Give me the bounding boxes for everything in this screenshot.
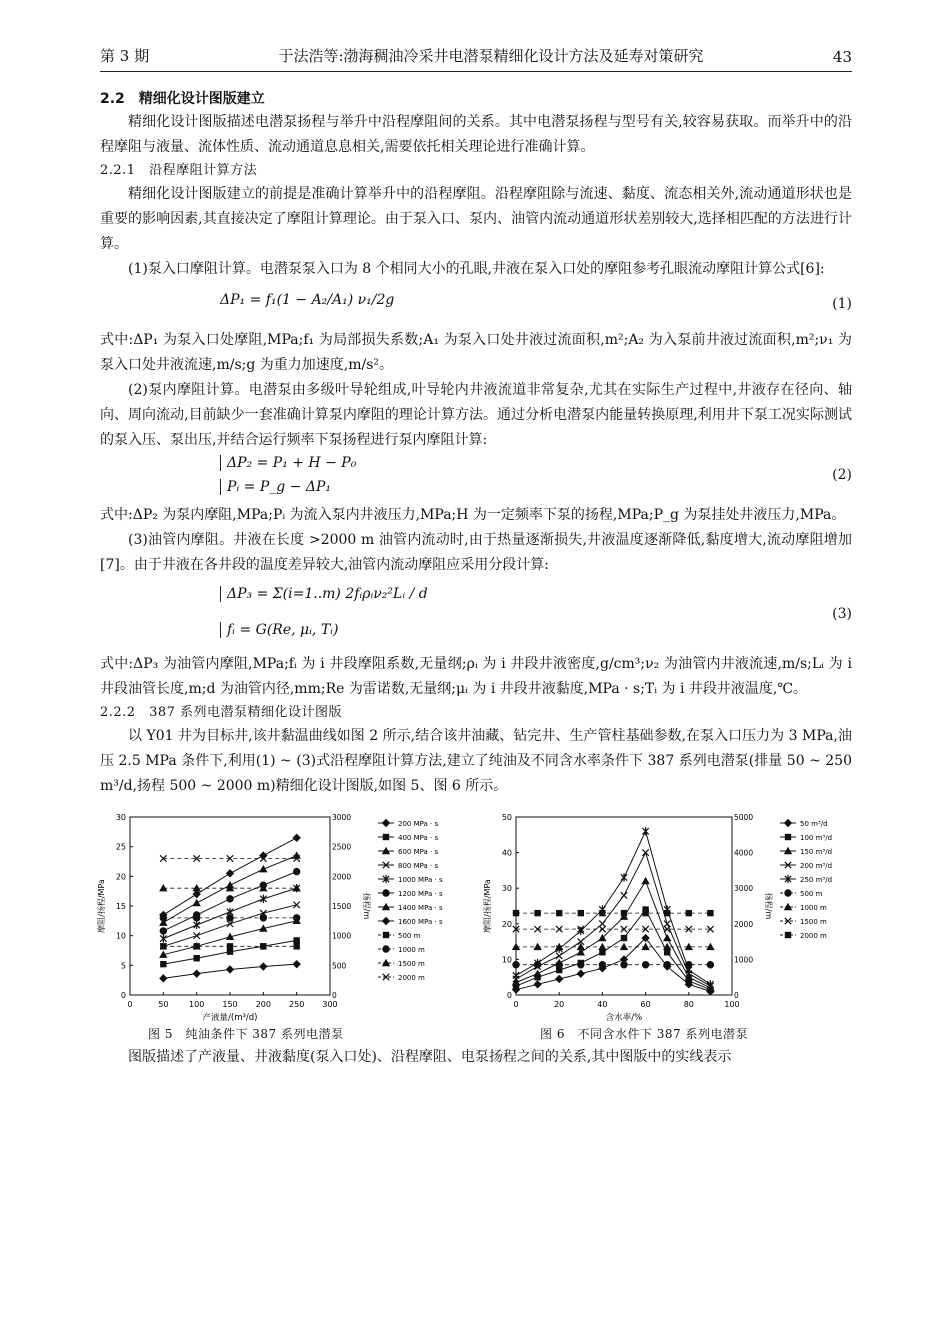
data-point <box>555 975 563 983</box>
series-line <box>516 831 710 984</box>
legend-label: 150 m³/d <box>800 848 833 856</box>
data-point <box>227 943 233 949</box>
data-point <box>292 960 300 968</box>
data-point <box>260 895 266 903</box>
data-point <box>685 943 693 950</box>
paragraph: (2)泵内摩阻计算。电潜泵由多级叶导轮组成,叶导轮内井液流道非常复杂,尤其在实际生产过程中,井液存在径向、轴向、周向流动,目前缺少一套准确计算泵内摩阻的理论计算方法。通过分析电潜泵内能量转换原理,利用井下泵工况实际测试的泵入压、泵出压,并结合运行频率下泵扬程进行泵内摩阻计算: <box>100 382 852 448</box>
data-point <box>192 899 200 906</box>
data-point <box>160 914 167 921</box>
data-point <box>578 910 584 916</box>
data-point <box>664 910 670 916</box>
data-point <box>620 943 628 950</box>
data-point <box>556 961 563 968</box>
equation-text: ΔP₃ = Σ(i=1..m) 2fᵢρᵢν₂²Lᵢ / d <box>220 586 428 602</box>
x-tick-label: 50 <box>158 1000 169 1009</box>
section-heading: 2.2 精细化设计图版建立 <box>100 91 265 107</box>
y2-axis-label: 扬程/m <box>362 892 371 920</box>
data-point <box>192 969 200 977</box>
data-point <box>193 932 199 938</box>
data-point <box>534 961 541 968</box>
legend-label: 1000 MPa · s <box>398 876 443 884</box>
data-point <box>556 910 562 916</box>
x-tick-label: 40 <box>597 1000 608 1009</box>
page-number: 43 <box>832 48 852 66</box>
equation-3 <box>100 578 852 652</box>
legend-label: 1000 m <box>398 946 425 954</box>
legend-label: 800 MPa · s <box>398 862 439 870</box>
y2-tick-label: 4000 <box>734 848 754 858</box>
equation-number: (2) <box>832 467 852 483</box>
data-point <box>642 910 648 916</box>
data-point <box>598 943 606 950</box>
data-point <box>642 849 648 855</box>
legend-label: 500 m <box>800 890 823 898</box>
data-point <box>160 934 166 942</box>
data-point <box>259 962 267 970</box>
y2-tick-label: 5000 <box>734 813 754 822</box>
legend-label: 500 m <box>398 932 421 940</box>
y-tick-label: 0 <box>120 991 126 1000</box>
legend-label: 600 MPa · s <box>398 848 439 856</box>
data-point <box>382 819 390 827</box>
y-tick-label: 0 <box>506 991 512 1000</box>
data-point <box>513 910 519 916</box>
data-point <box>226 914 233 921</box>
data-point <box>577 969 585 977</box>
data-point <box>293 868 300 875</box>
data-point <box>293 914 300 921</box>
data-point <box>159 974 167 982</box>
legend-label: 200 m³/d <box>800 862 833 870</box>
legend-label: 250 m³/d <box>800 876 833 884</box>
data-point <box>226 869 234 877</box>
equation-1 <box>100 282 852 328</box>
y-axis-label: 摩阻/扬程/MPa <box>97 879 106 933</box>
data-point <box>259 865 267 872</box>
paragraph: 精细化设计图版建立的前提是准确计算举升中的沿程摩阻。沿程摩阻除与流速、黏度、流态相关外,流动通道形状也是重要的影响因素,其直接决定了摩阻计算理论。由于泵入口、泵内、油管内流动通道形状差别较大,选择相匹配的方法进行计算。 <box>100 186 852 252</box>
data-point <box>621 873 627 881</box>
x-tick-label: 300 <box>322 1000 338 1009</box>
equation-2 <box>100 453 852 503</box>
data-point <box>160 943 166 949</box>
figure-5-chart <box>90 805 470 1023</box>
data-point <box>663 934 671 941</box>
data-point <box>784 889 791 896</box>
y-tick-label: 15 <box>115 902 126 911</box>
x-tick-label: 20 <box>554 1000 565 1009</box>
data-point <box>383 834 389 840</box>
data-point <box>621 892 627 898</box>
running-header <box>100 48 852 72</box>
y2-tick-label: 0 <box>332 991 337 1000</box>
data-point <box>599 961 606 968</box>
data-point <box>159 884 167 891</box>
legend-label: 1200 MPa · s <box>398 890 443 898</box>
legend-label: 100 m³/d <box>800 834 833 842</box>
data-point <box>293 902 299 908</box>
paragraph: 式中:ΔP₂ 为泵内摩阻,MPa;Pᵢ 为流入泵内井液压力,MPa;H 为一定频率下泵的扬程,MPa;P_g 为泵挂处井液压力,MPa。 <box>100 507 846 523</box>
data-point <box>685 961 692 968</box>
data-point <box>193 943 199 949</box>
data-point <box>293 943 299 949</box>
figure-6-caption: 图 6 不同含水件下 387 系列电潜泵 <box>540 1027 748 1041</box>
series-line <box>516 881 710 988</box>
y2-tick-label: 0 <box>734 991 739 1000</box>
data-point <box>599 910 605 916</box>
legend-label: 1000 m <box>800 904 827 912</box>
data-point <box>641 877 649 884</box>
paragraph: 精细化设计图版描述电潜泵扬程与举升中沿程摩阻间的关系。其中电潜泵扬程与型号有关,较容易获取。而举升中的沿程摩阻与液量、流体性质、流动通道息息相关,需要依托相关理论进行准确计算。 <box>100 114 852 155</box>
legend-label: 400 MPa · s <box>398 834 439 842</box>
y2-axis-label: 扬程/m <box>764 892 773 920</box>
data-point <box>621 910 627 916</box>
data-point <box>533 969 541 976</box>
y2-tick-label: 2000 <box>332 872 352 882</box>
data-point <box>293 937 299 943</box>
paragraph: (3)油管内摩阻。井液在长度 >2000 m 油管内流动时,由于热量逐渐损失,井液温度逐渐降低,黏度增大,流动摩阻增加[7]。由于井液在各井段的温度差异较大,油管内流动摩阻应采用分段计算: <box>100 532 852 573</box>
x-tick-label: 150 <box>222 1000 238 1009</box>
data-point <box>556 953 562 959</box>
y2-tick-label: 1000 <box>332 931 352 941</box>
data-point <box>785 834 791 840</box>
data-point <box>785 932 791 938</box>
x-tick-label: 80 <box>683 1000 694 1009</box>
issue-number: 第 3 期 <box>100 47 150 65</box>
data-point <box>383 932 389 938</box>
y-tick-label: 30 <box>115 813 126 822</box>
data-point <box>664 921 670 927</box>
paragraph: (1)泵入口摩阻计算。电潜泵泵入口为 8 个相同大小的孔眼,井液在泵入口处的摩阻参考孔眼流动摩阻计算公式[6]: <box>128 261 825 277</box>
y2-tick-label: 3000 <box>734 884 754 894</box>
data-point <box>292 851 300 858</box>
x-tick-label: 100 <box>724 1000 740 1009</box>
subsection-heading: 2.2.2 387 系列电潜泵精细化设计图版 <box>100 705 343 720</box>
paragraph: 图版描述了产液量、井液黏度(泵入口处)、沿程摩阻、电泵扬程之间的关系,其中图版中的实线表示 <box>128 1049 732 1065</box>
figure-6-chart <box>480 805 860 1023</box>
x-tick-label: 60 <box>640 1000 651 1009</box>
data-point <box>512 943 520 950</box>
data-point <box>642 827 648 835</box>
data-point <box>513 971 519 979</box>
y2-tick-label: 2000 <box>734 919 754 929</box>
data-point <box>160 927 167 934</box>
legend-label: 1500 m <box>398 960 425 968</box>
x-tick-label: 100 <box>189 1000 205 1009</box>
legend-label: 1400 MPa · s <box>398 904 443 912</box>
data-point <box>382 917 390 925</box>
data-point <box>642 961 649 968</box>
equation-text: Pᵢ = P_g − ΔP₁ <box>220 479 331 495</box>
y-tick-label: 10 <box>115 931 126 941</box>
x-axis-label: 产液量/(m³/d) <box>202 1013 258 1023</box>
data-point <box>226 895 233 902</box>
data-point <box>193 955 199 961</box>
x-tick-label: 0 <box>513 1000 519 1009</box>
legend-label: 200 MPa · s <box>398 820 439 828</box>
y2-tick-label: 2500 <box>332 842 352 852</box>
data-point <box>620 961 627 968</box>
data-point <box>533 943 541 950</box>
x-axis-label: 含水率/% <box>605 1013 643 1023</box>
y-tick-label: 10 <box>501 955 512 965</box>
y-tick-label: 25 <box>115 842 126 852</box>
data-point <box>784 819 792 827</box>
data-point <box>533 980 541 988</box>
x-tick-label: 0 <box>127 1000 133 1009</box>
data-point <box>382 945 389 952</box>
data-point <box>193 914 200 921</box>
data-point <box>292 834 300 842</box>
equation-text: ΔP₂ = P₁ + H − P₀ <box>220 455 356 471</box>
y-axis-label: 摩阻/扬程/MPa <box>483 879 492 933</box>
data-point <box>664 961 671 968</box>
subsection-heading: 2.2.1 沿程摩阻计算方法 <box>100 163 258 178</box>
data-point <box>192 884 200 891</box>
data-point <box>260 943 266 949</box>
y2-tick-label: 1500 <box>332 902 352 911</box>
x-tick-label: 200 <box>255 1000 271 1009</box>
legend-label: 1500 m <box>800 918 827 926</box>
data-point <box>707 910 713 916</box>
equation-number: (1) <box>832 296 852 312</box>
data-point <box>226 965 234 973</box>
data-point <box>193 921 199 929</box>
y2-tick-label: 3000 <box>332 813 352 822</box>
y-tick-label: 5 <box>120 961 126 971</box>
data-point <box>707 961 714 968</box>
y-tick-label: 50 <box>501 813 512 822</box>
paragraph: 式中:ΔP₃ 为油管内摩阻,MPa;fᵢ 为 i 井段摩阻系数,无量纲;ρᵢ 为 i 井段井液密度,g/cm³;ν₂ 为油管内井液流速,m/s;Lᵢ 为 i 井段油管长度,m;d 为油管内径,mm;Re 为雷诺数,无量纲;μᵢ 为 i 井段井液黏度,MPa · s;Tᵢ 为 i 井段井液温度,℃。 <box>100 656 852 697</box>
legend-label: 1600 MPa · s <box>398 918 443 926</box>
data-point <box>512 961 519 968</box>
data-point <box>534 910 540 916</box>
data-point <box>577 961 584 968</box>
legend-label: 2000 m <box>800 932 827 940</box>
page <box>97 47 852 1070</box>
data-point <box>641 943 649 950</box>
y-tick-label: 40 <box>501 848 512 858</box>
y-tick-label: 20 <box>115 872 126 882</box>
running-title: 于法浩等:渤海稠油冷采井电潜泵精细化设计方法及延寿对策研究 <box>278 47 704 65</box>
paragraph: 式中:ΔP₁ 为泵入口处摩阻,MPa;f₁ 为局部损失系数;A₁ 为泵入口处井液过流面积,m²;A₂ 为入泵前井液过流面积,m²;ν₁ 为泵入口处井液流速,m/s;g 为重力加速度,m/s²。 <box>100 332 852 373</box>
equation-text: ΔP₁ = f₁(1 − A₂/A₁) ν₁/2g <box>220 292 395 308</box>
equation-text: fᵢ = G(Re, μᵢ, Tᵢ) <box>220 622 338 638</box>
legend-label: 2000 m <box>398 974 425 982</box>
data-point <box>621 935 627 941</box>
x-tick-label: 250 <box>289 1000 305 1009</box>
data-point <box>686 910 692 916</box>
series-line <box>516 853 710 987</box>
figure-5-caption: 图 5 纯油条件下 387 系列电潜泵 <box>148 1027 344 1041</box>
y2-tick-label: 500 <box>332 961 347 971</box>
y-tick-label: 30 <box>501 884 512 894</box>
data-point <box>160 961 166 967</box>
equation-number: (3) <box>832 606 852 622</box>
figures <box>97 805 852 1045</box>
data-point <box>706 943 714 950</box>
y-tick-label: 20 <box>501 919 512 929</box>
legend-label: 50 m³/d <box>800 820 828 828</box>
data-point <box>599 921 605 927</box>
data-point <box>260 914 267 921</box>
data-point <box>382 889 389 896</box>
paragraph: 以 Y01 井为目标井,该井黏温曲线如图 2 所示,结合该井油藏、钻完井、生产管柱基础参数,在泵入口压力为 3 MPa,油压 2.5 MPa 条件下,利用(1) ~ (3)式沿程摩阻计算方法,建立了纯油及不同含水率条件下 387 系列电潜泵(排量 50 ~ 250 m³/d,扬程 500 ~ 2000 m)精细化设计图版,如图 5、图 6 所示。 <box>100 728 852 794</box>
y2-tick-label: 1000 <box>734 955 754 965</box>
